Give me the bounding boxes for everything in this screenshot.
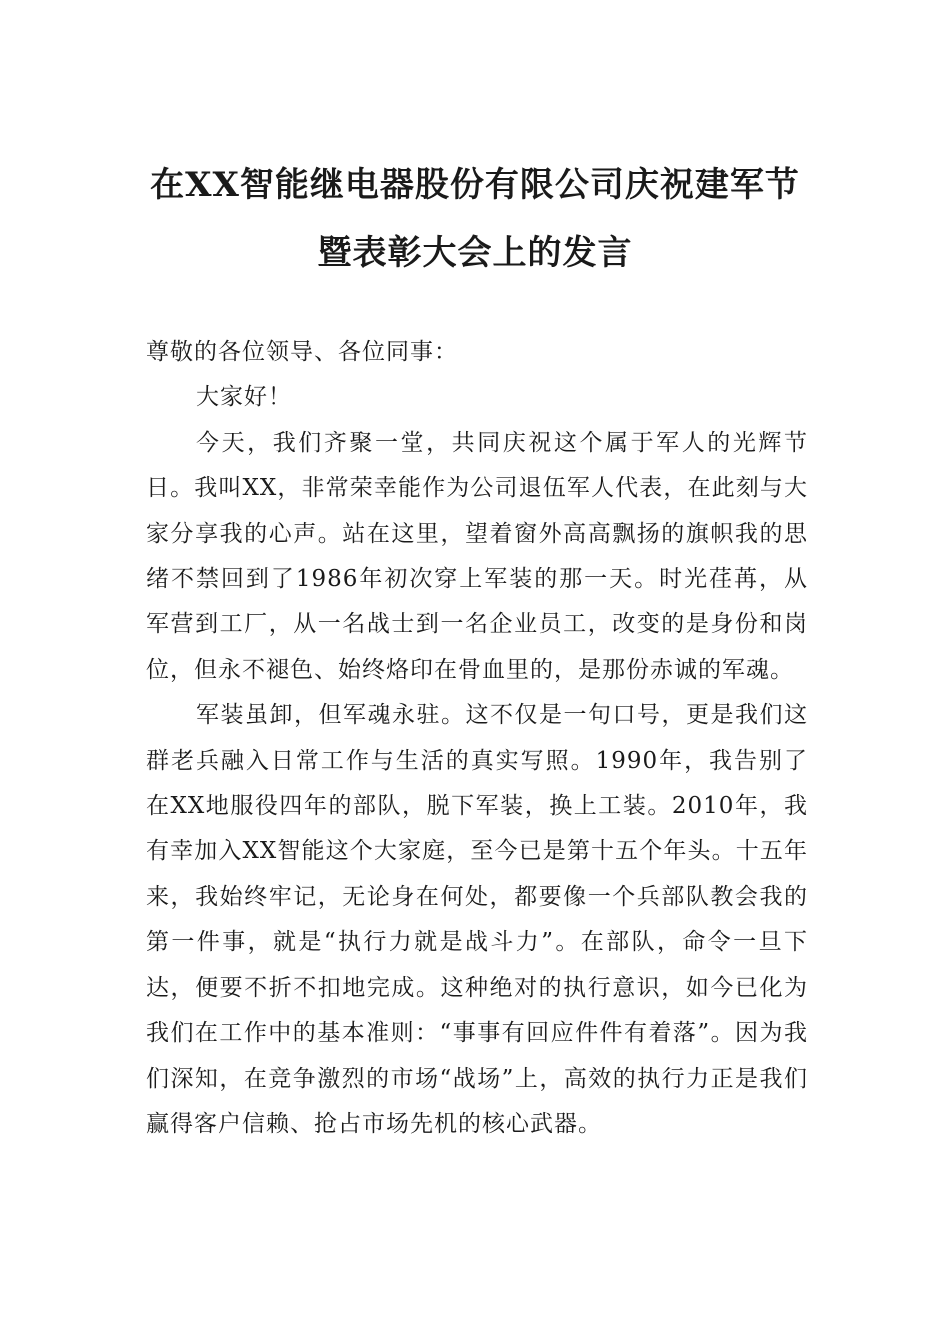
- paragraph-2: 军装虽卸，但军魂永驻。这不仅是一句口号，更是我们这群老兵融入日常工作与生活的真实写照。1990年，我告别了在XX地服役四年的部队，脱下军装，换上工装。2010年，我有幸加入XX智能这个大家庭，至今已是第十五个年头。十五年来，我始终牢记，无论身在何处，都要像一个兵部队教会我的第一件事，就是“执行力就是战斗力”。在部队，命令一旦下达，便要不折不扣地完成。这种绝对的执行意识，如今已化为我们在工作中的基本准则：“事事有回应件件有着落”。因为我们深知，在竞争激烈的市场“战场”上，高效的执行力正是我们赢得客户信赖、抢占市场先机的核心武器。: [146, 702, 808, 1137]
- speech-body: [146, 330, 808, 1147]
- title-line-2: 暨表彰大会上的发言: [317, 233, 633, 273]
- salutation: 尊敬的各位领导、各位同事：: [146, 339, 458, 365]
- paragraph-1: 今天，我们齐聚一堂，共同庆祝这个属于军人的光辉节日。我叫XX，非常荣幸能作为公司退伍军人代表，在此刻与大家分享我的心声。站在这里，望着窗外高高飘扬的旗帜我的思绪不禁回到了1986年初次穿上军装的那一天。时光荏苒，从军营到工厂，从一名战士到一名企业员工，改变的是身份和岗位，但永不褪色、始终烙印在骨血里的，是那份赤诚的军魂。: [146, 429, 808, 683]
- title-line-1: 在XX智能继电器股份有限公司庆祝建军节: [150, 165, 800, 205]
- greeting: 大家好！: [196, 384, 292, 411]
